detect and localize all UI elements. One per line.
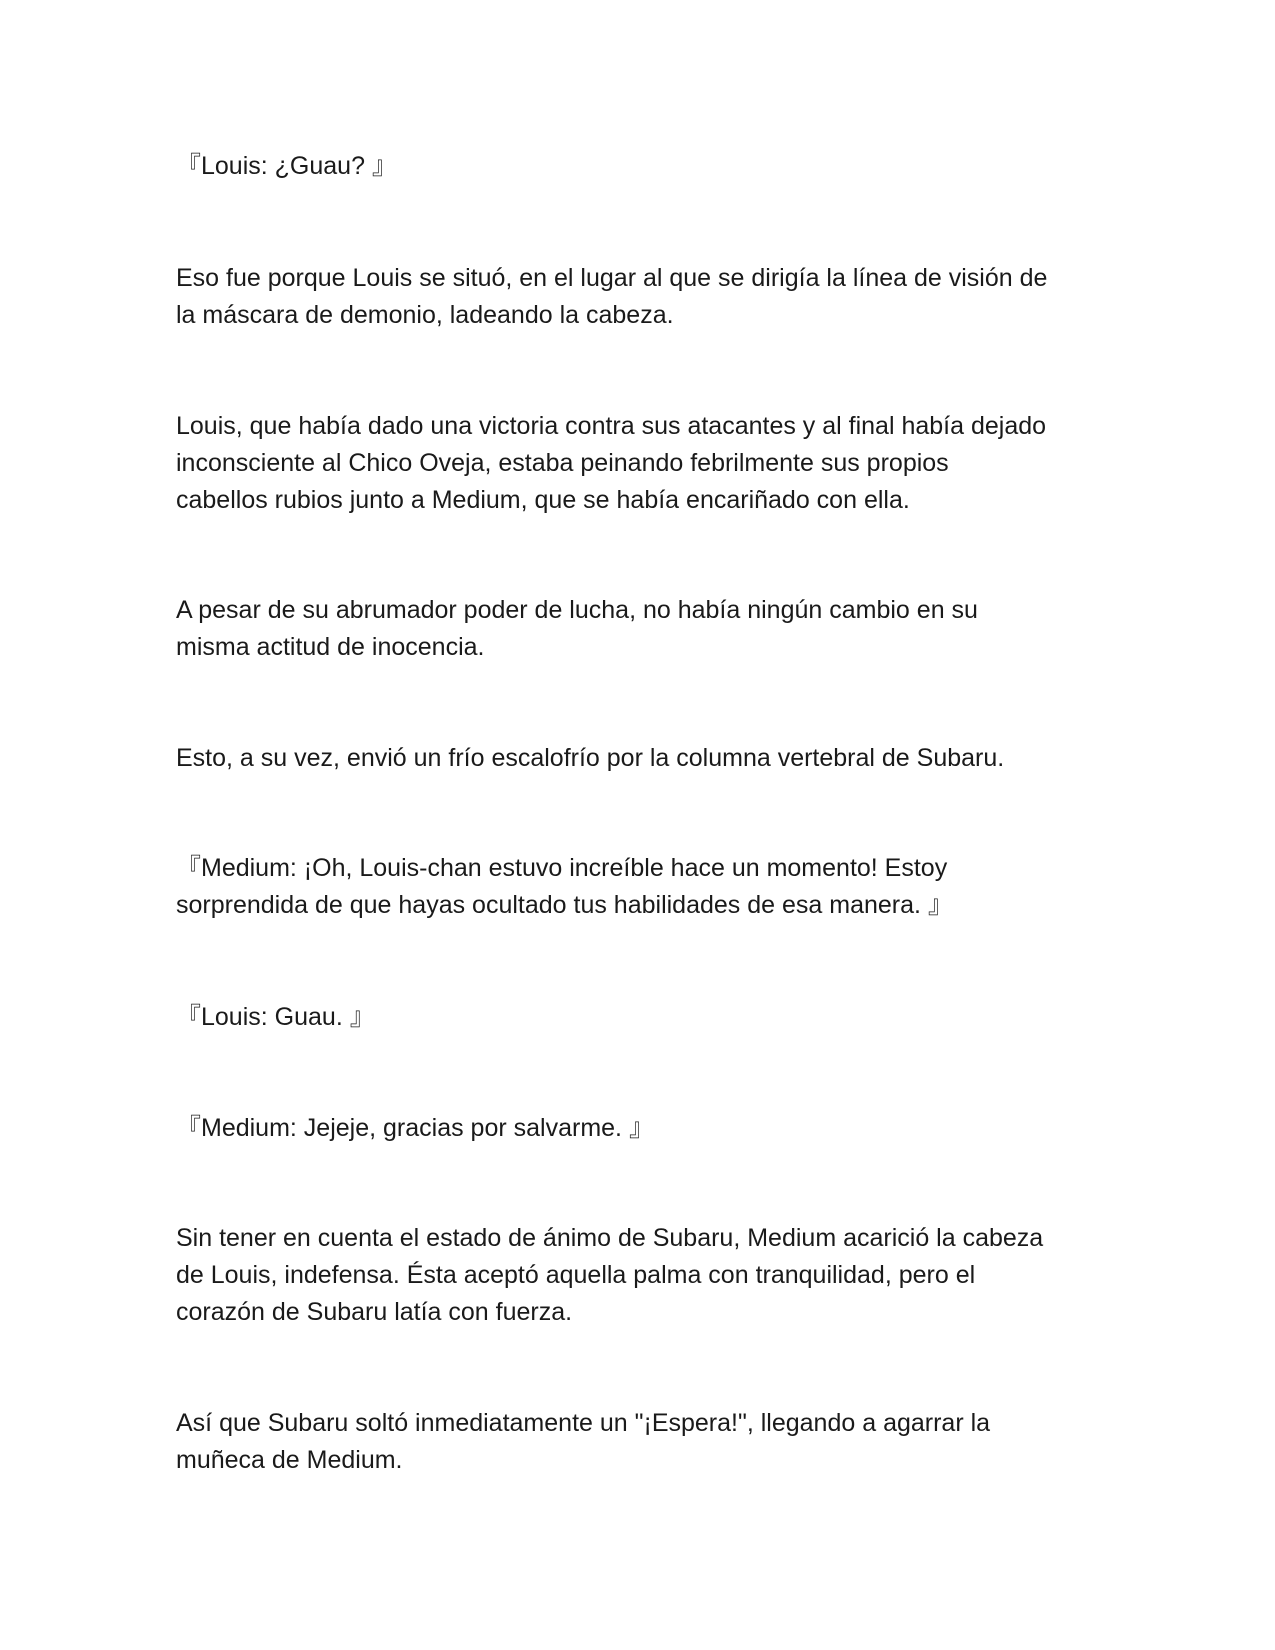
text-line: inconsciente al Chico Oveja, estaba peinando febrilmente sus propios [176, 449, 949, 477]
dialogue-louis-guau [176, 999, 1106, 1036]
text-line: la máscara de demonio, ladeando la cabeza. [176, 301, 674, 329]
text-line: Louis, que había dado una victoria contra sus atacantes y al final había dejado [176, 412, 1047, 440]
text-line: Así que Subaru soltó inmediatamente un "¡Espera!", llegando a agarrar la [176, 1409, 991, 1437]
text-line: 『Louis: ¿Guau? 』 [176, 152, 397, 180]
text-line: sorprendida de que hayas ocultado tus habilidades de esa manera. 』 [176, 891, 953, 919]
text-line: Esto, a su vez, envió un frío escalofrío por la columna vertebral de Subaru. [176, 744, 1005, 772]
paragraph-louis-victory [176, 408, 1106, 519]
text-line: muñeca de Medium. [176, 1446, 403, 1474]
text-line: 『Louis: Guau. 』 [176, 1003, 375, 1031]
text-line: corazón de Subaru latía con fuerza. [176, 1298, 573, 1326]
paragraph-subaru-grabs [176, 1405, 1106, 1479]
paragraph-medium-pats-louis [176, 1220, 1106, 1331]
text-line: Eso fue porque Louis se situó, en el lugar al que se dirigía la línea de visión de [176, 264, 1048, 292]
text-line: cabellos rubios junto a Medium, que se había encariñado con ella. [176, 486, 910, 514]
text-line: Sin tener en cuenta el estado de ánimo de Subaru, Medium acarició la cabeza [176, 1224, 1044, 1252]
text-line: 『Medium: ¡Oh, Louis-chan estuvo increíble hace un momento! Estoy [176, 854, 948, 882]
dialogue-medium-amazed [176, 850, 1106, 924]
dialogue-louis-guau-question [176, 148, 1106, 185]
text-line: de Louis, indefensa. Ésta aceptó aquella palma con tranquilidad, pero el [176, 1261, 976, 1289]
text-line: A pesar de su abrumador poder de lucha, no había ningún cambio en su [176, 596, 978, 624]
paragraph-innocence [176, 592, 1106, 666]
text-line: 『Medium: Jejeje, gracias por salvarme. 』 [176, 1114, 654, 1142]
paragraph-chill [176, 740, 1106, 777]
dialogue-medium-thanks [176, 1110, 1106, 1147]
paragraph-louis-position [176, 260, 1106, 334]
text-line: misma actitud de inocencia. [176, 633, 485, 661]
